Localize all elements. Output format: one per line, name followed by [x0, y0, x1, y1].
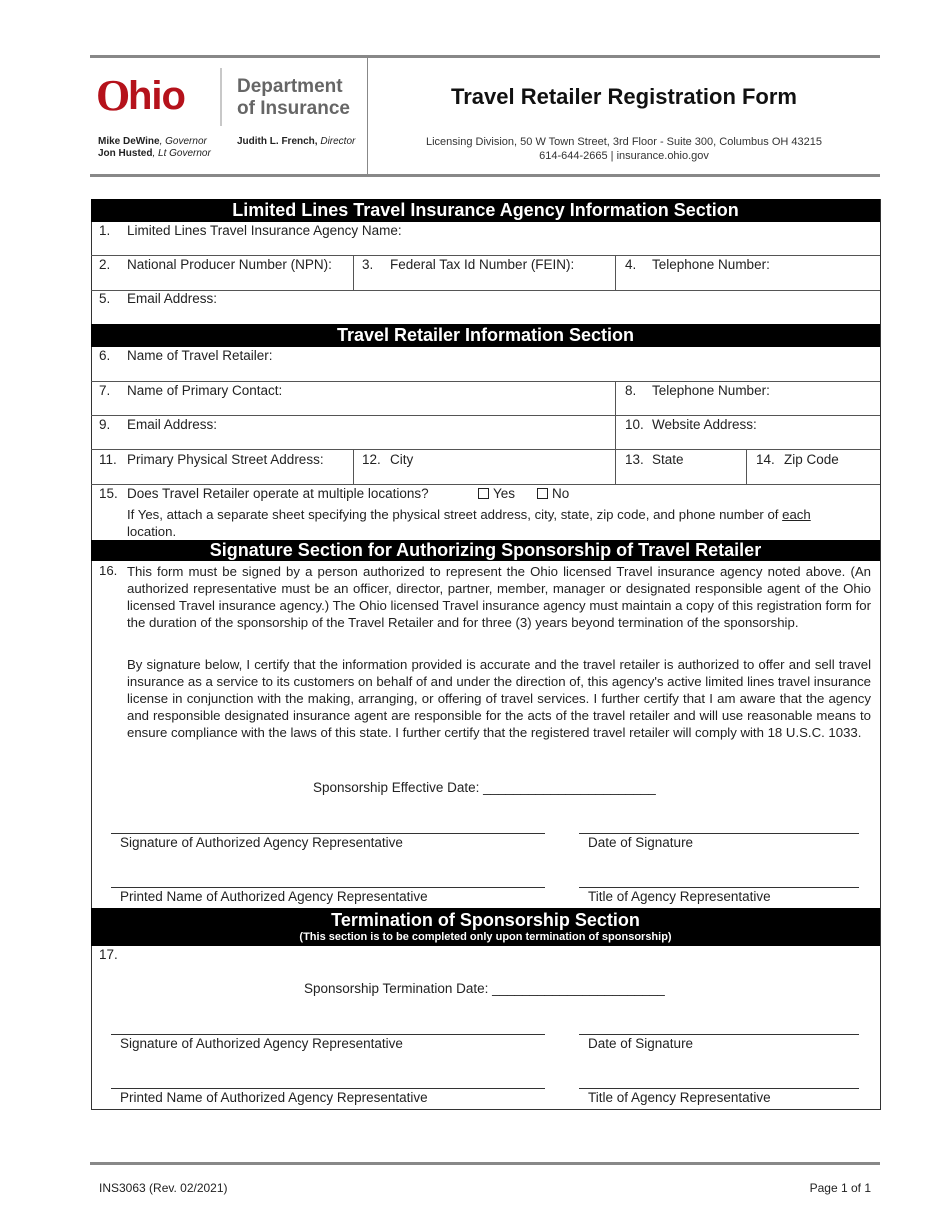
row-rule [91, 484, 880, 485]
yes-checkbox[interactable]: Yes [478, 486, 515, 501]
field-3-number: 3. [362, 257, 374, 272]
sponsorship-termination-date[interactable]: Sponsorship Termination Date: _______________________ [304, 981, 665, 996]
cell-divider [615, 381, 616, 485]
title-line [579, 887, 859, 888]
retailer-section-header: Travel Retailer Information Section [91, 324, 880, 347]
street-address-field[interactable]: Primary Physical Street Address: [127, 452, 324, 467]
no-checkbox[interactable]: No [537, 486, 569, 501]
authorization-paragraph: This form must be signed by a person authorized to represent the Ohio licensed Travel insurance agency noted above. (An authorized representative must be an officer, director, partner, member, manager or designated responsible agent of the Ohio licensed Travel insurance agency.) The Ohio licensed Travel insurance agency must maintain a copy of this registration form for the duration of the sponsorship of the Travel Retailer and for three (3) years beyond termination of the sponsorship. [127, 564, 871, 630]
signature-section-header: Signature Section for Authorizing Sponsorship of Travel Retailer [91, 540, 880, 561]
agency-name-field[interactable]: Limited Lines Travel Insurance Agency Name: [127, 223, 402, 238]
signature-line [111, 833, 545, 834]
row-rule [91, 381, 880, 382]
division-address [368, 135, 880, 163]
retailer-name-field[interactable]: Name of Travel Retailer: [127, 348, 273, 363]
termination-note: (This section is to be completed only upon termination of sponsorship) [299, 931, 672, 943]
date-line [579, 1034, 859, 1035]
title-line [579, 1088, 859, 1089]
agency-email-field[interactable]: Email Address: [127, 291, 218, 306]
agency-telephone-field[interactable]: Telephone Number: [652, 257, 770, 272]
field-17-number: 17. [99, 947, 118, 962]
field-14-number: 14. [756, 452, 775, 467]
field-9-number: 9. [99, 417, 111, 432]
sponsorship-effective-date[interactable]: Sponsorship Effective Date: _______________________ [313, 780, 656, 795]
state-field[interactable]: State [652, 452, 684, 467]
website-field[interactable]: Website Address: [652, 417, 757, 432]
date-line [579, 833, 859, 834]
checkbox-icon [478, 488, 489, 499]
field-7-number: 7. [99, 383, 111, 398]
signature-field[interactable]: Signature of Authorized Agency Representative [120, 835, 403, 850]
zip-field[interactable]: Zip Code [784, 452, 839, 467]
termination-signature-field[interactable]: Signature of Authorized Agency Representative [120, 1036, 403, 1051]
printed-name-field[interactable]: Printed Name of Authorized Agency Representative [120, 889, 428, 904]
field-12-number: 12. [362, 452, 381, 467]
city-field[interactable]: City [390, 452, 414, 467]
field-8-number: 8. [625, 383, 637, 398]
field-4-number: 4. [625, 257, 637, 272]
ohio-logo-text: hio [128, 74, 185, 118]
lt-governor-line: Jon Husted, Lt Governor [98, 148, 211, 159]
fein-field[interactable]: Federal Tax Id Number (FEIN): [390, 257, 575, 272]
form-title: Travel Retailer Registration Form [451, 84, 797, 109]
cell-divider [353, 449, 354, 485]
termination-section-header [91, 908, 880, 946]
dept-line2: of Insurance [237, 98, 350, 119]
field-16-number: 16. [99, 563, 118, 578]
field-5-number: 5. [99, 291, 111, 306]
logo-divider [220, 68, 222, 126]
field-1-number: 1. [99, 223, 111, 238]
checkbox-icon [537, 488, 548, 499]
termination-title-field[interactable]: Title of Agency Representative [588, 1090, 771, 1105]
dept-line1: Department [237, 76, 343, 97]
field-10-number: 10. [625, 417, 644, 432]
printed-name-line [111, 1088, 545, 1089]
director-line: Judith L. French, Director [237, 136, 356, 147]
agency-section-header: Limited Lines Travel Insurance Agency Information Section [91, 199, 880, 222]
termination-date-field[interactable]: Date of Signature [588, 1036, 694, 1051]
header-bottom-rule [90, 174, 880, 177]
primary-contact-field[interactable]: Name of Primary Contact: [127, 383, 283, 398]
footer-rule [90, 1162, 880, 1165]
printed-name-line [111, 887, 545, 888]
header-top-rule [90, 55, 880, 58]
field-15-number: 15. [99, 486, 118, 501]
row-rule [91, 255, 880, 256]
title-field[interactable]: Title of Agency Representative [588, 889, 771, 904]
row-rule [91, 415, 880, 416]
multiple-locations-question: Does Travel Retailer operate at multiple locations? [127, 486, 429, 501]
cell-divider [746, 449, 747, 485]
page-number: Page 1 of 1 [809, 1181, 871, 1195]
cell-divider [615, 255, 616, 290]
department-name [237, 76, 350, 120]
certification-paragraph: By signature below, I certify that the information provided is accurate and the travel retailer is authorized to offer and sell travel insurance as a service to its customers on behalf of and under the direction of, this agency's active limited lines travel insurance license in conjunction with the making, arranging, or offering of travel services. I further certify that I am aware that the agency and responsible designated insurance agent are responsible for the acts of the travel retailer and will use reasonable means to ensure compliance with the laws of this state. I further certify that the registered travel retailer will comply with 18 U.S.C. 1033. [127, 657, 871, 740]
signature-line [111, 1034, 545, 1035]
termination-printed-name-field[interactable]: Printed Name of Authorized Agency Representative [120, 1090, 428, 1105]
field-13-number: 13. [625, 452, 644, 467]
field-11-number: 11. [99, 452, 117, 467]
npn-field[interactable]: National Producer Number (NPN): [127, 257, 332, 272]
field-6-number: 6. [99, 348, 111, 363]
field-2-number: 2. [99, 257, 111, 272]
multiple-locations-note: If Yes, attach a separate sheet specifying the physical street address, city, state, zip code, and phone number of each location. [127, 507, 811, 539]
ohio-logo-o: O [96, 71, 131, 120]
termination-title: Termination of Sponsorship Section [331, 910, 640, 930]
date-of-signature-field[interactable]: Date of Signature [588, 835, 694, 850]
row-rule [91, 449, 880, 450]
cell-divider [353, 255, 354, 290]
form-id: INS3063 (Rev. 02/2021) [99, 1181, 228, 1195]
retailer-email-field[interactable]: Email Address: [127, 417, 218, 432]
retailer-telephone-field[interactable]: Telephone Number: [652, 383, 770, 398]
address-line2: 614-644-2665 | insurance.ohio.gov [539, 150, 709, 162]
governor-line: Mike DeWine, Governor [98, 136, 207, 147]
address-line1: Licensing Division, 50 W Town Street, 3rd Floor - Suite 300, Columbus OH 43215 [426, 136, 822, 148]
